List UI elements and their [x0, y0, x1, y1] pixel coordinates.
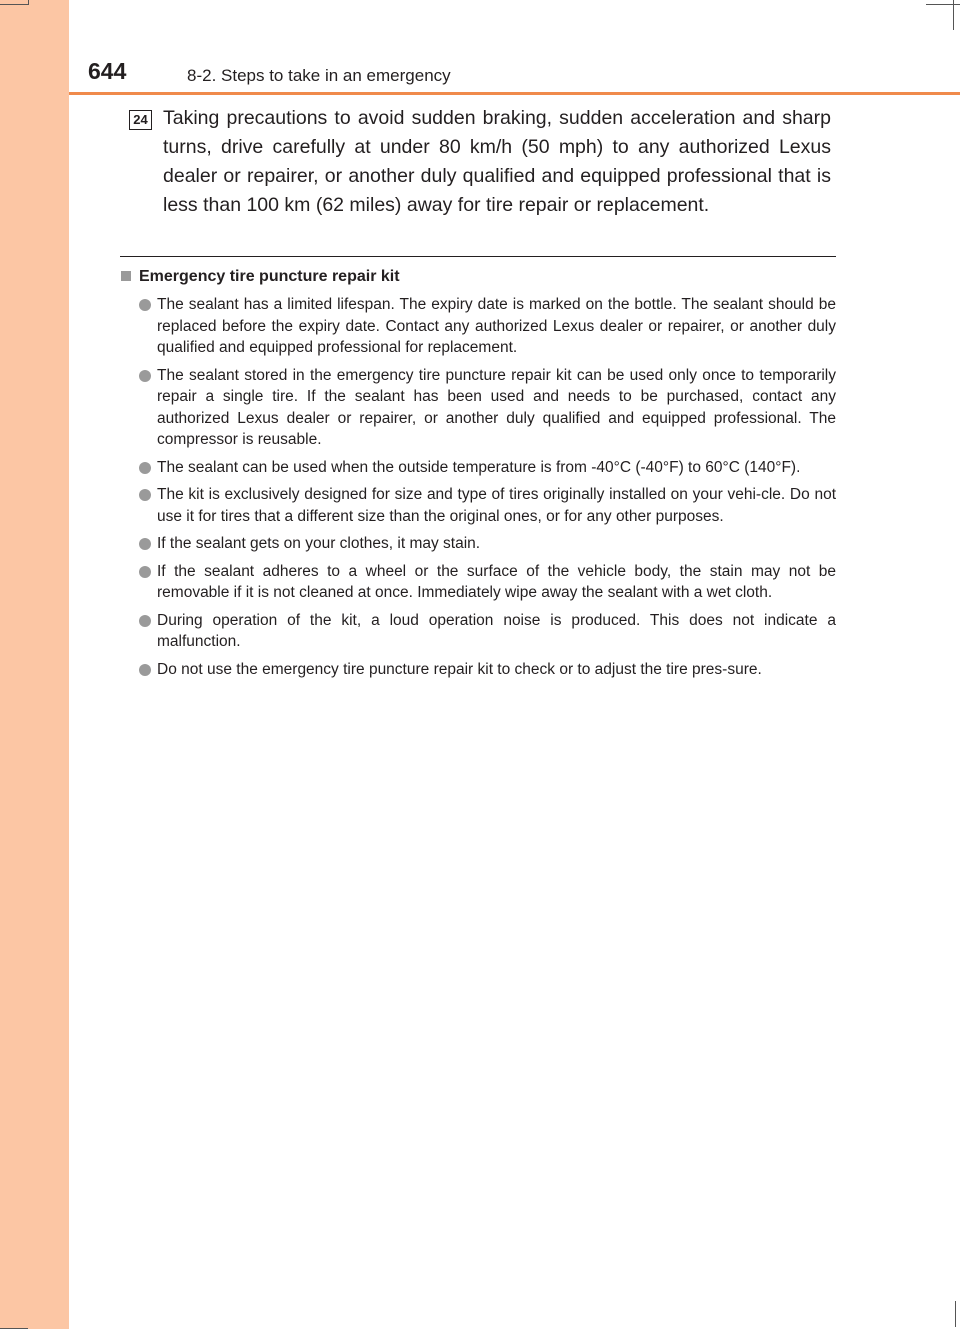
circle-bullet-icon — [139, 615, 151, 627]
note-text: The sealant has a limited lifespan. The expiry date is marked on the bottle. The sealant should be replaced before the expiry date. Contact any authorized Lexus dealer or repairer, or another duly qualified and equipped professional for replacement. — [157, 296, 836, 356]
crop-mark-top-right — [926, 0, 960, 5]
step-text: Taking precautions to avoid sudden braking, sudden acceleration and sharp turns, drive carefully at under 80 km/h (50 mph) to any authorized Lexus dealer or repairer, or another duly qualified and equipped professional that is less than 100 km (62 miles) away for tire repair or replacement. — [163, 107, 831, 216]
header-rule — [69, 92, 960, 95]
list-item — [139, 484, 836, 527]
note-text: The sealant can be used when the outside temperature is from -40°C (-40°F) to 60°C (140°F). — [157, 458, 801, 476]
step-number-badge: 24 — [129, 110, 152, 130]
notes-list — [139, 294, 836, 686]
square-bullet-icon — [121, 271, 131, 281]
sidebar-tab — [0, 0, 69, 1329]
circle-bullet-icon — [139, 538, 151, 550]
section-divider — [120, 256, 836, 257]
circle-bullet-icon — [139, 462, 151, 474]
notes-heading — [121, 268, 400, 286]
circle-bullet-icon — [139, 489, 151, 501]
list-item — [139, 457, 836, 479]
list-item — [139, 659, 836, 681]
crop-mark-top-left — [0, 0, 29, 5]
note-text: The kit is exclusively designed for size and type of tires originally installed on your vehi-cle. Do not use it for tires that a different size than the original ones, or for any other purposes. — [157, 486, 836, 525]
note-text: If the sealant adheres to a wheel or the surface of the vehicle body, the stain may not be removable if it is not cleaned at once. Immediately wipe away the sealant with a wet cloth. — [157, 562, 836, 601]
note-text: Do not use the emergency tire puncture repair kit to check or to adjust the tire pres-sure. — [157, 660, 762, 678]
section-title: 8-2. Steps to take in an emergency — [187, 66, 451, 85]
crop-mark-top-right-vertical — [953, 0, 954, 30]
note-text: If the sealant gets on your clothes, it may stain. — [157, 535, 481, 552]
circle-bullet-icon — [139, 299, 151, 311]
list-item — [139, 365, 836, 451]
note-text: The sealant stored in the emergency tire puncture repair kit can be used only once to temporarily repair a single tire. If the sealant has been used and needs to be purchased, contact any authorized Lexus dealer or repairer, or another duly qualified and equipped professional. The compressor is reusable. — [157, 366, 836, 448]
circle-bullet-icon — [139, 370, 151, 382]
crop-mark-bottom-right — [955, 1301, 956, 1327]
circle-bullet-icon — [139, 664, 151, 676]
list-item — [139, 561, 836, 604]
list-item — [139, 533, 836, 555]
circle-bullet-icon — [139, 566, 151, 578]
notes-heading-text: Emergency tire puncture repair kit — [139, 268, 400, 285]
page-number: 644 — [88, 58, 127, 84]
list-item — [139, 610, 836, 653]
note-text: During operation of the kit, a loud operation noise is produced. This does not indicate a malfunction. — [157, 611, 836, 650]
list-item — [139, 294, 836, 359]
